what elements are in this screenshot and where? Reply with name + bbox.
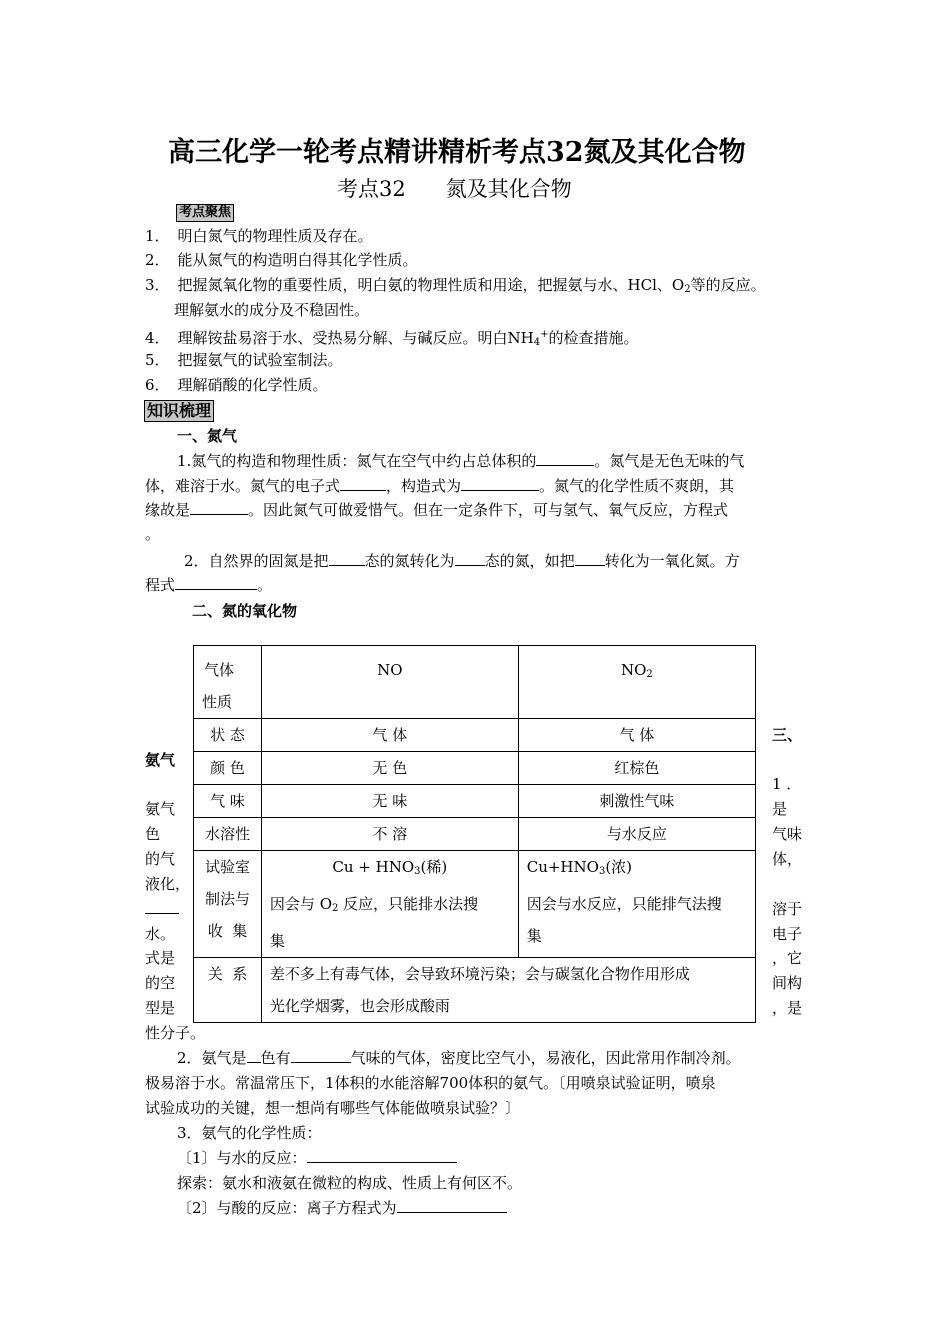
table-cell: 不 溶 (261, 818, 518, 851)
focus-item-1 (145, 224, 373, 248)
table-header-no2: $NO_2$ (518, 646, 755, 719)
section-heading-nitrogen: 一、氮气 (177, 427, 238, 445)
focus-item-2 (145, 248, 418, 272)
nitrogen-paragraph-line3: 缘故是 。因此氮气可做爱惜气。但在一定条件下，可与氢气、氧气反应，方程式 (145, 501, 729, 519)
blank[interactable] (397, 1197, 507, 1213)
blank[interactable] (247, 1047, 261, 1063)
blank[interactable] (190, 499, 248, 515)
ammonia-chemistry-title: 3．氨气的化学性质： (177, 1124, 322, 1142)
table-cell: 与水反应 (518, 818, 755, 851)
fixation-paragraph-line2: 程式 。 (145, 576, 273, 594)
blank[interactable] (307, 1147, 457, 1163)
margin-fragment-right: 溶于 (772, 900, 803, 918)
nitrogen-paragraph-line2: 体，难溶于水。氮气的电子式 ，构造式为 。氮气的化学性质不爽朗，其 (145, 477, 735, 495)
table-cell-key: 试验室 制法与 收 集 (194, 851, 262, 958)
table-cell-key: 状 态 (194, 719, 262, 752)
margin-fragment-right: 电子 (772, 925, 803, 943)
oxides-table (193, 645, 756, 1023)
focus-text: 理解铵盐易溶于水、受热易分解、与碱反应。明白$NH_4^+$的检查措施。 (177, 329, 639, 348)
margin-fragment-right: 体， (772, 850, 803, 868)
ammonia-water-reaction: 〔1〕与水的反应： (177, 1146, 457, 1170)
blank[interactable] (340, 475, 386, 491)
focus-num: 2． (145, 251, 170, 269)
margin-fragment-right: 1 ． (772, 775, 802, 793)
ammonia-paragraph-line2: 极易溶于水。常温常压下，1体积的水能溶解700体积的氨气。〔用喷泉试验证明，喷泉 (145, 1074, 716, 1092)
focus-item-5 (145, 348, 343, 372)
table-header-no: NO (261, 646, 518, 719)
ammonia-acid-reaction: 〔2〕与酸的反应：离子方程式为 (177, 1196, 507, 1220)
fixation-paragraph-line1: 2．自然界的固氮是把 态的氮转化为 态的氮，如把 转化为一氧化氮。方 (184, 552, 740, 570)
table-row (194, 752, 756, 785)
section-heading-ammonia: 氨气 (145, 751, 176, 769)
margin-fragment-left: 液化， (145, 875, 191, 893)
focus-text: 明白氮气的物理性质及存在。 (177, 227, 373, 245)
margin-fragment-right: 间构 (772, 974, 803, 992)
focus-num: 4． (145, 329, 170, 347)
table-cell: 无 味 (261, 785, 518, 818)
table-row (194, 719, 756, 752)
table-cell: 无 色 (261, 752, 518, 785)
page-subtitle: 考点32 氮及其化合物 (337, 177, 572, 201)
ammonia-explore: 探索：氨水和液氨在微粒的构成、性质上有何区不。 (177, 1174, 523, 1192)
margin-fragment-right: ，是 (772, 999, 803, 1017)
page-title: 高三化学一轮考点精讲精析考点32氮及其化合物 (168, 137, 746, 168)
table-row-preparation (194, 851, 756, 958)
table-header-cell: 气体 性质 (194, 646, 262, 719)
table-cell-key: 水溶性 (194, 818, 262, 851)
knowledge-tag: 知识梳理 (144, 400, 214, 422)
margin-fragment-left: 水。 (145, 925, 176, 943)
table-row (194, 785, 756, 818)
focus-num: 5． (145, 351, 170, 369)
table-cell-key: 颜 色 (194, 752, 262, 785)
margin-fragment-left: 氨气 (145, 800, 176, 818)
section-heading-three: 三、 (772, 726, 803, 744)
table-header-row (194, 646, 756, 719)
nitrogen-paragraph-line1: 1.氮气的构造和物理性质：氮气在空气中约占总体积的 。氮气是无色无味的气 (177, 452, 745, 470)
focus-text: 能从氮气的构造明白得其化学性质。 (177, 251, 418, 269)
focus-tag: 考点聚焦 (176, 204, 234, 222)
margin-fragment-left: 的气 (145, 850, 176, 868)
margin-fragment-right: ，它 (772, 949, 803, 967)
ammonia-paragraph-line3: 试验成功的关键，想一想尚有哪些气体能做喷泉试验？〕 (145, 1099, 521, 1117)
table-cell: 气 体 (261, 719, 518, 752)
focus-text: 把握氮氧化物的重要性质，明白氨的物理性质和用途，把握氨与水、HCl、$O_2$等的反应。 (177, 276, 766, 295)
blank[interactable] (291, 1047, 351, 1063)
table-cell-key: 关 系 (194, 958, 262, 1023)
table-cell-key: 气 味 (194, 785, 262, 818)
margin-fragment-left: 性分子。 (145, 1024, 206, 1042)
section-heading-oxides: 二、氮的氧化物 (192, 602, 298, 620)
focus-num: 3． (145, 276, 170, 294)
table-row (194, 818, 756, 851)
focus-num: 6． (145, 376, 170, 394)
blank[interactable] (536, 450, 594, 466)
margin-fragment-right: 气味 (772, 825, 803, 843)
blank[interactable] (461, 475, 539, 491)
table-row-relation (194, 958, 756, 1023)
table-cell: 刺激性气味 (518, 785, 755, 818)
focus-text: 理解硝酸的化学性质。 (177, 376, 328, 394)
blank[interactable] (455, 550, 485, 566)
blank[interactable] (329, 550, 365, 566)
table-cell-relation: 差不多上有毒气体，会导致环境污染；会与碳氢化合物作用形成 光化学烟雾，也会形成酸雨 (261, 958, 755, 1023)
nitrogen-paragraph-line4: 。 (145, 525, 161, 543)
margin-fragment-right: 是 (772, 800, 788, 818)
blank[interactable] (175, 574, 257, 590)
focus-text: 把握氨气的试验室制法。 (177, 351, 343, 369)
table-cell-no-prep: $Cu + HNO_3$(稀) 因会与 $O_2$ 反应，只能排水法搜 集 (261, 851, 518, 958)
focus-item-6 (145, 373, 328, 397)
margin-fragment-left: 的空 (145, 974, 176, 992)
blank[interactable] (575, 550, 605, 566)
table-cell: 气 体 (518, 719, 755, 752)
margin-fragment-left: 色 (145, 825, 161, 843)
margin-fragment-left: 式是 (145, 949, 176, 967)
margin-fragment-left: 型是 (145, 999, 176, 1017)
table-cell: 红棕色 (518, 752, 755, 785)
table-cell-no2-prep: $Cu+HNO_3$(浓) 因会与水反应，只能排气法搜 集 (518, 851, 755, 958)
ammonia-paragraph-line1: 2．氨气是 色有 气味的气体，密度比空气小，易液化，因此常用作制冷剂。 (177, 1049, 741, 1067)
focus-item-3-cont: 理解氨水的成分及不稳固性。 (174, 301, 370, 319)
blank[interactable] (145, 913, 179, 914)
focus-num: 1． (145, 227, 170, 245)
